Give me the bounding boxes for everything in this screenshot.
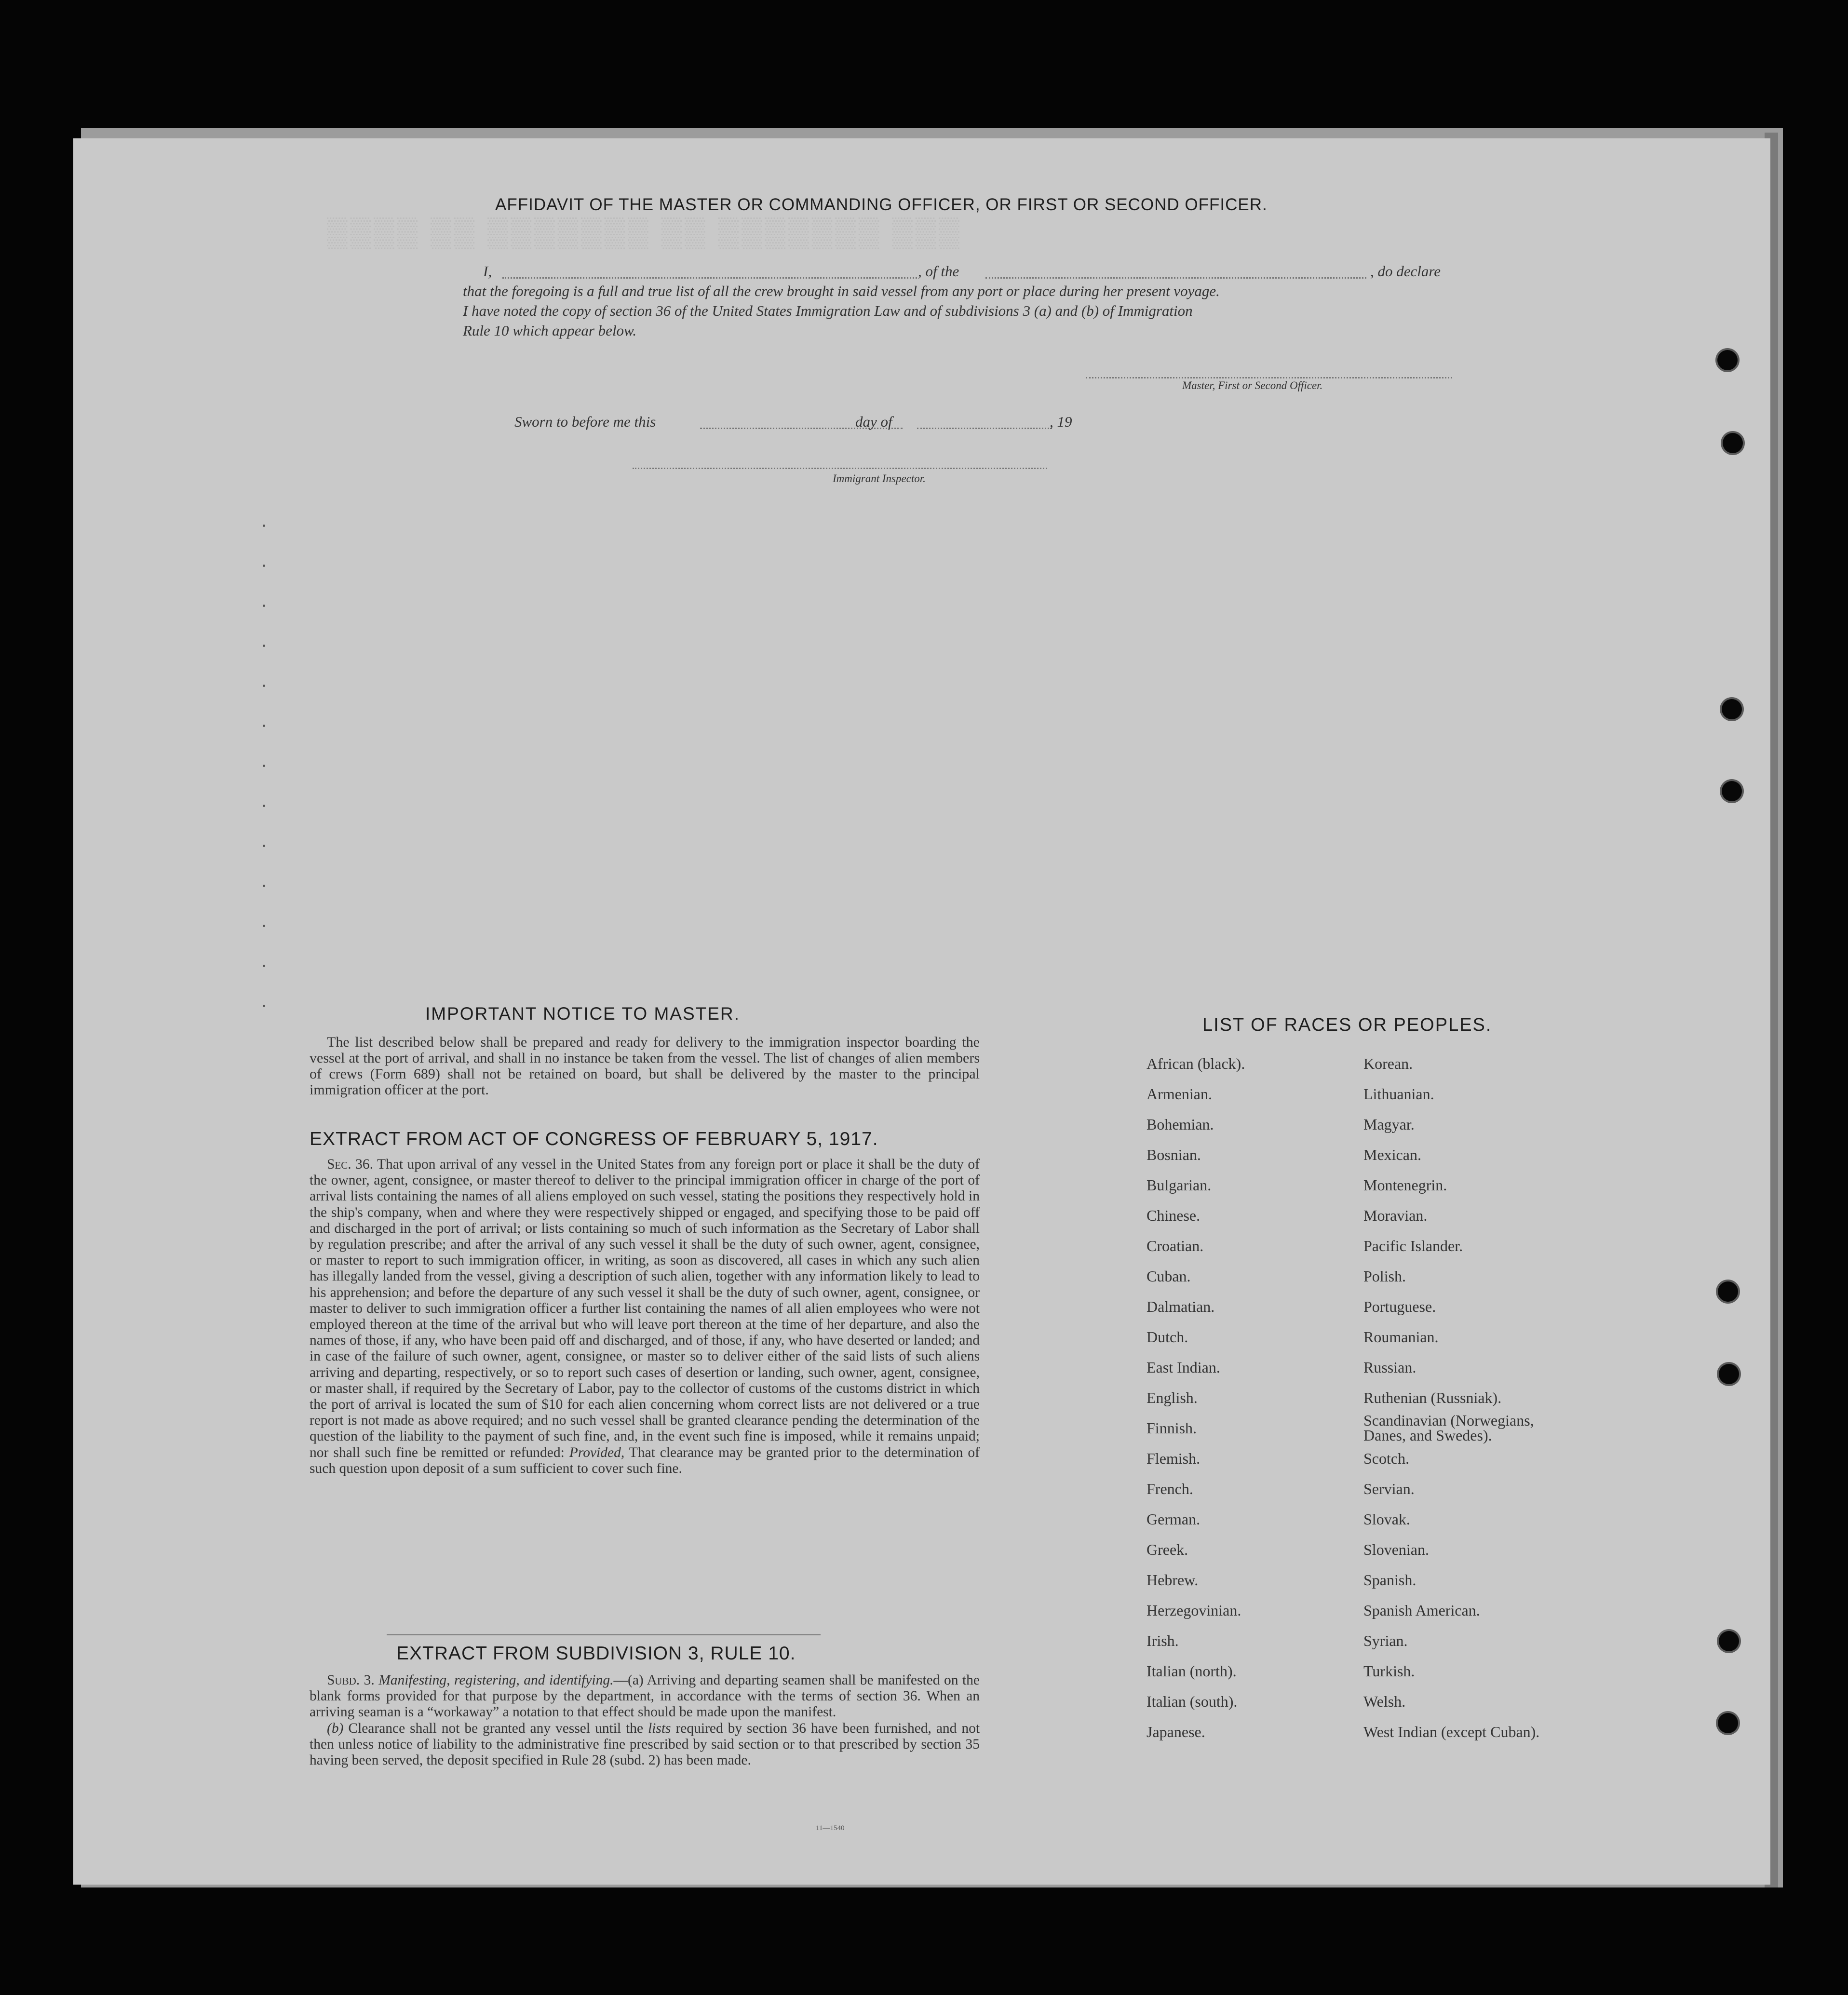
notice-title: IMPORTANT NOTICE TO MASTER. — [425, 1004, 740, 1024]
section-36-body: That upon arrival of any vessel in the United States from any foreign port or place it shall be the duty of the owner, agent, consignee, or master thereof to deliver to the principal immigration officer in charge of the port of arrival lists containing the names of all aliens employed on such vessel, stating the positions they respectively hold in the ship's company, when and where they were respectively shipped or engaged, and specifying those to be paid off and discharged in the port of arrival; or lists containing so much of such information as the Secretary of Labor shall by regulation prescribe; and after the arrival of any such vessel it shall be the duty of such owner, agent, consignee, or master to report to such immigration officer, in writing, as soon as discovered, all cases in which any such alien has illegally landed from the vessel, giving a description of such alien, together with any information likely to lead to his apprehension; and before the departure of any such vessel it shall be the duty of such owner, agent, consignee, or master to deliver to such immigration officer a further list containing the names of all alien employees who were not employed thereon at the time of the arrival but who will leave port thereon at the time of her departure, and also the names of those, if any, who have been paid off and discharged, and of those, if any, who have deserted or landed; and in case of the failure of such owner, agent, consignee, or master so to deliver either of the said lists of such aliens arriving and departing, respectively, or so to report such cases of desertion or landing, such owner, agent, consignee, or master shall, if required by the Secretary of Labor, pay to the collector of customs of the customs district in which the port of arrival is located the sum of $10 for each alien concerning whom correct lists are not delivered or a true report is not made as above required; and no such vessel shall be granted clearance pending the determination of the question of the liability to the payment of such fine, and, in the event such fine is imposed, while it remains unpaid; nor shall such fine be remitted or refunded: — [310, 1157, 980, 1460]
binder-hole — [1719, 1631, 1739, 1651]
row-mark — [263, 645, 265, 647]
race-item: Scandinavian (Norwegians, Danes, and Swedes). — [1363, 1412, 1534, 1444]
race-item: Greek. — [1147, 1541, 1188, 1558]
race-item: Slovenian. — [1363, 1541, 1429, 1558]
race-item: Italian (south). — [1147, 1693, 1238, 1710]
inspector-signature-blank[interactable] — [633, 468, 1047, 469]
races-title: LIST OF RACES OR PEOPLES. — [1202, 1015, 1492, 1035]
race-item: Italian (north). — [1147, 1662, 1237, 1680]
race-item: Armenian. — [1147, 1085, 1212, 1103]
sworn-month-blank[interactable] — [917, 428, 1052, 429]
race-item: Herzegovinian. — [1147, 1602, 1241, 1619]
affidavit-line2: that the foregoing is a full and true list of all the crew brought in said vessel from any port or place during her present voyage. — [463, 283, 1220, 299]
subd-heading: Manifesting, registering, and identifying. — [378, 1672, 614, 1688]
provided-word: Provided, — [569, 1444, 625, 1460]
race-item: Scotch. — [1363, 1450, 1410, 1467]
race-item: Syrian. — [1363, 1632, 1408, 1649]
race-item: Cuban. — [1147, 1267, 1191, 1285]
race-item: Spanish American. — [1363, 1602, 1480, 1619]
row-mark — [263, 805, 265, 807]
paragraph-b — [310, 1721, 980, 1769]
race-item: Magyar. — [1363, 1116, 1415, 1133]
row-mark — [263, 725, 265, 727]
form-number: 11—1540 — [816, 1824, 845, 1832]
subd-label: Subd. 3. — [327, 1672, 375, 1688]
races-column-2 — [1363, 1049, 1571, 1747]
races-column-1 — [1147, 1049, 1245, 1747]
section-label: Sec. 36. — [327, 1157, 373, 1172]
race-item: Bosnian. — [1147, 1146, 1201, 1163]
notice-body: The list described below shall be prepared and ready for delivery to the immigration inspector boarding the vessel at the port of arrival, and shall in no instance be taken from the vessel. The list of changes of alien members of crews (Form 689) shall not be retained on board, but shall be delivered by the master to the principal immigration officer at the port. — [310, 1034, 980, 1098]
inspector-label: Immigrant Inspector. — [833, 472, 926, 485]
race-item: Dutch. — [1147, 1328, 1188, 1346]
day-of-label: day of — [855, 413, 892, 430]
affidavit-line3: I have noted the copy of section 36 of the United States Immigration Law and of subdivisions 3 (a) and (b) of Immigration — [463, 302, 1193, 319]
race-item: English. — [1147, 1389, 1198, 1406]
name-blank[interactable] — [502, 277, 917, 279]
row-mark — [263, 885, 265, 887]
row-mark — [263, 525, 265, 527]
paragraph-a — [310, 1672, 980, 1721]
row-mark — [263, 1005, 265, 1007]
row-mark — [263, 965, 265, 967]
race-item: Ruthenian (Russniak). — [1363, 1389, 1502, 1406]
race-item: Finnish. — [1147, 1419, 1197, 1437]
race-item: Turkish. — [1363, 1662, 1415, 1680]
row-mark — [263, 605, 265, 607]
section-divider — [387, 1634, 821, 1635]
paragraph-b-text-1: Clearance shall not be granted any vessel until the — [348, 1720, 644, 1736]
race-item: Portuguese. — [1363, 1298, 1436, 1315]
race-item: Pacific Islander. — [1363, 1237, 1463, 1254]
race-item: Flemish. — [1147, 1450, 1201, 1467]
race-item: Mexican. — [1363, 1146, 1421, 1163]
affidavit-line4: Rule 10 which appear below. — [463, 322, 637, 339]
document-page — [73, 138, 1770, 1885]
race-item: Croatian. — [1147, 1237, 1204, 1254]
race-item: Chinese. — [1147, 1207, 1201, 1224]
affidavit-line1-i: I, — [483, 263, 492, 280]
race-item: French. — [1147, 1480, 1193, 1497]
row-mark — [263, 565, 265, 567]
race-item: Bulgarian. — [1147, 1176, 1212, 1194]
race-item: Bohemian. — [1147, 1116, 1214, 1133]
race-item: Montenegrin. — [1363, 1176, 1447, 1194]
race-item: West Indian (except Cuban). — [1363, 1723, 1540, 1740]
vessel-name-blank[interactable] — [985, 277, 1366, 279]
extract-act-title: EXTRACT FROM ACT OF CONGRESS OF FEBRUARY 5, 1917. — [310, 1129, 878, 1149]
section-36-body-end: That clearance may be granted prior to the determination of such question upon deposit of a sum sufficient to cover such fine. — [310, 1444, 980, 1476]
sworn-label: Sworn to before me this — [514, 413, 656, 430]
race-item: Servian. — [1363, 1480, 1415, 1497]
master-signature-label: Master, First or Second Officer. — [1182, 379, 1323, 391]
paragraph-a-text: —(a) Arriving and departing seamen shall be manifested on the blank forms provided for that purpose by the department, in accordance with the terms of section 36. When an arriving seaman is a “workaway” a notation to that effect should be made upon the manifest. — [310, 1672, 980, 1720]
race-item: Moravian. — [1363, 1207, 1428, 1224]
affidavit-title: AFFIDAVIT OF THE MASTER OR COMMANDING OFFICER, OR FIRST OR SECOND OFFICER. — [495, 195, 1268, 214]
binder-hole — [1718, 1281, 1738, 1302]
race-item: Roumanian. — [1363, 1328, 1439, 1346]
bleed-through-text: ▒▒▒ ▒▒▒▒▒▒▒ ▒▒ ▒▒▒▒▒▒▒ ▒▒ ▒▒▒▒ — [324, 216, 959, 248]
binder-hole — [1717, 350, 1738, 370]
binder-hole — [1718, 1713, 1738, 1733]
paragraph-b-label: (b) — [327, 1720, 344, 1736]
race-item: Hebrew. — [1147, 1571, 1199, 1589]
binder-hole — [1723, 433, 1743, 453]
binder-hole — [1722, 781, 1742, 801]
race-item: Japanese. — [1147, 1723, 1205, 1740]
race-item: Welsh. — [1363, 1693, 1406, 1710]
affidavit-line1-do-declare: , do declare — [1370, 263, 1441, 280]
paragraph-b-text-2: required by section 36 have been furnished, and not then unless notice of liability to the administrative fine prescribed by said section or to that prescribed by section 35 having been served, the deposit specified in Rule 28 (subd. 2) has been made. — [310, 1720, 980, 1768]
master-signature-blank[interactable] — [1086, 377, 1452, 378]
race-item: Polish. — [1363, 1267, 1406, 1285]
race-item: Slovak. — [1363, 1510, 1410, 1528]
race-item: Korean. — [1363, 1055, 1413, 1072]
race-item: Irish. — [1147, 1632, 1179, 1649]
binder-hole — [1719, 1364, 1739, 1384]
section-36-text — [310, 1157, 980, 1477]
race-item: Dalmatian. — [1147, 1298, 1215, 1315]
binder-hole — [1722, 699, 1742, 719]
row-mark — [263, 845, 265, 847]
year-label: , 19 — [1050, 413, 1072, 430]
lists-word: lists — [647, 1720, 671, 1736]
race-item: East Indian. — [1147, 1359, 1220, 1376]
race-item: German. — [1147, 1510, 1201, 1528]
affidavit-line1-of-the: , of the — [918, 263, 959, 280]
subdivision-3-text — [310, 1672, 980, 1768]
row-mark — [263, 925, 265, 927]
extract-rule-title: EXTRACT FROM SUBDIVISION 3, RULE 10. — [396, 1643, 796, 1664]
race-item: African (black). — [1147, 1055, 1245, 1072]
race-item: Spanish. — [1363, 1571, 1416, 1589]
row-mark — [263, 765, 265, 767]
row-mark — [263, 685, 265, 687]
race-item: Lithuanian. — [1363, 1085, 1434, 1103]
race-item: Russian. — [1363, 1359, 1416, 1376]
